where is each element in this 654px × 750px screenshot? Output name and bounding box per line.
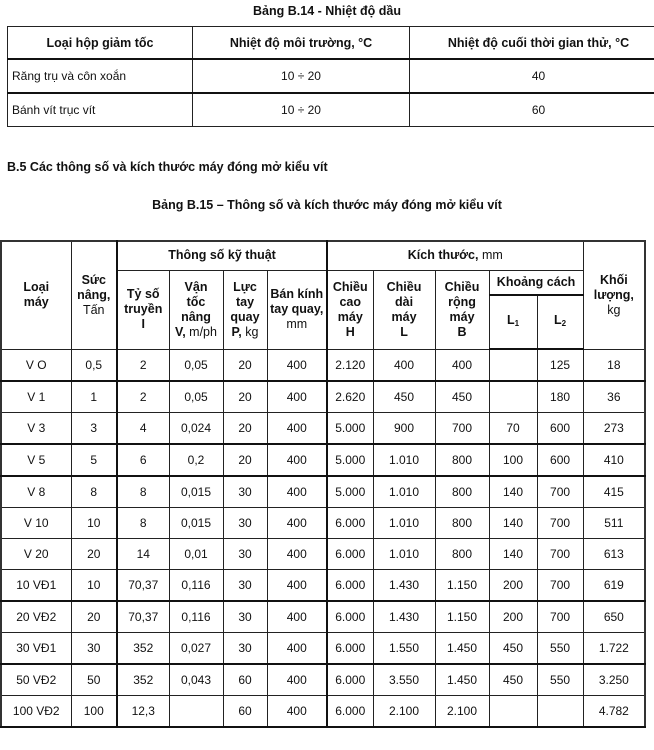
header-group-dimensions: Kích thước, mm: [327, 241, 583, 270]
header-final-temp: Nhiệt độ cuối thời gian thử, °C: [410, 27, 654, 60]
cell-lifting-capacity: 100: [71, 696, 117, 728]
cell-gear-ratio: 4: [117, 413, 169, 445]
section-heading: B.5 Các thông số và kích thước máy đóng mở kiểu vít: [7, 160, 328, 174]
cell-width: 2.100: [435, 696, 489, 728]
cell-crank-radius: 400: [267, 444, 327, 476]
cell-crank-radius: 400: [267, 476, 327, 508]
header-group-technical: Thông số kỹ thuật: [117, 241, 327, 270]
cell-width: 800: [435, 539, 489, 570]
cell-l2: 600: [537, 413, 583, 445]
cell-l1: 200: [489, 570, 537, 602]
cell-final-temp: 60: [410, 93, 654, 127]
header-ambient-temp: Nhiệt độ môi trường, °C: [193, 27, 410, 60]
table-row: [1, 476, 645, 508]
cell-l2: 550: [537, 633, 583, 665]
table-row: [1, 508, 645, 539]
cell-crank-force: 30: [223, 633, 267, 665]
cell-crank-radius: 400: [267, 539, 327, 570]
cell-l2: 180: [537, 381, 583, 413]
cell-gear-ratio: 352: [117, 633, 169, 665]
cell-lifting-speed: [169, 696, 223, 728]
cell-gearbox-type: Bánh vít trục vít: [8, 93, 193, 127]
cell-weight: 4.782: [583, 696, 645, 728]
cell-crank-force: 60: [223, 664, 267, 696]
cell-lifting-speed: 0,05: [169, 381, 223, 413]
cell-l2: 700: [537, 539, 583, 570]
table-b15-title: Bảng B.15 – Thông số và kích thước máy đóng mở kiểu vít: [152, 198, 502, 212]
cell-width: 800: [435, 476, 489, 508]
cell-crank-radius: 400: [267, 696, 327, 728]
cell-weight: 650: [583, 601, 645, 633]
table-b15-header-row-1: [1, 241, 645, 270]
cell-lifting-capacity: 20: [71, 539, 117, 570]
header-machine-type: Loại máy: [1, 241, 71, 349]
cell-length: 1.010: [373, 476, 435, 508]
table-row: [1, 570, 645, 602]
cell-l1: 140: [489, 476, 537, 508]
cell-crank-force: 20: [223, 444, 267, 476]
cell-crank-force: 30: [223, 508, 267, 539]
cell-l1: 100: [489, 444, 537, 476]
cell-gear-ratio: 352: [117, 664, 169, 696]
table-row: [1, 444, 645, 476]
cell-lifting-speed: 0,015: [169, 508, 223, 539]
cell-machine-type: 50 VĐ2: [1, 664, 71, 696]
cell-crank-force: 20: [223, 413, 267, 445]
header-l1: $L_1$: [489, 295, 537, 349]
cell-height: 6.000: [327, 539, 373, 570]
cell-gear-ratio: 2: [117, 381, 169, 413]
cell-length: 1.010: [373, 539, 435, 570]
cell-lifting-capacity: 8: [71, 476, 117, 508]
cell-height: 5.000: [327, 413, 373, 445]
cell-l2: 700: [537, 601, 583, 633]
cell-l1: 140: [489, 508, 537, 539]
cell-crank-force: 20: [223, 349, 267, 381]
cell-machine-type: 100 VĐ2: [1, 696, 71, 728]
cell-machine-type: 20 VĐ2: [1, 601, 71, 633]
cell-l1: 200: [489, 601, 537, 633]
cell-length: 3.550: [373, 664, 435, 696]
cell-crank-radius: 400: [267, 664, 327, 696]
cell-weight: 410: [583, 444, 645, 476]
cell-height: 6.000: [327, 664, 373, 696]
cell-machine-type: V 20: [1, 539, 71, 570]
cell-crank-radius: 400: [267, 601, 327, 633]
cell-lifting-speed: 0,027: [169, 633, 223, 665]
cell-l2: 600: [537, 444, 583, 476]
cell-l2: 550: [537, 664, 583, 696]
header-gearbox-type: Loại hộp giảm tốc: [8, 27, 193, 60]
cell-lifting-capacity: 10: [71, 508, 117, 539]
cell-gear-ratio: 70,37: [117, 570, 169, 602]
cell-machine-type: 10 VĐ1: [1, 570, 71, 602]
cell-crank-force: 30: [223, 476, 267, 508]
header-distance: Khoảng cách: [489, 270, 583, 295]
cell-crank-force: 30: [223, 601, 267, 633]
cell-height: 6.000: [327, 570, 373, 602]
cell-crank-radius: 400: [267, 570, 327, 602]
cell-lifting-speed: 0,015: [169, 476, 223, 508]
cell-width: 400: [435, 349, 489, 381]
cell-crank-radius: 400: [267, 633, 327, 665]
cell-length: 450: [373, 381, 435, 413]
header-length: Chiều dài máy L: [373, 270, 435, 349]
cell-l2: 700: [537, 570, 583, 602]
cell-length: 1.430: [373, 570, 435, 602]
cell-lifting-capacity: 50: [71, 664, 117, 696]
cell-lifting-capacity: 5: [71, 444, 117, 476]
header-width: Chiều rộng máy B: [435, 270, 489, 349]
cell-weight: 511: [583, 508, 645, 539]
cell-height: 5.000: [327, 476, 373, 508]
cell-machine-type: 30 VĐ1: [1, 633, 71, 665]
cell-weight: 3.250: [583, 664, 645, 696]
header-crank-radius: Bán kính tay quay, mm: [267, 270, 327, 349]
cell-lifting-capacity: 3: [71, 413, 117, 445]
table-row: [1, 664, 645, 696]
table-b14: [7, 26, 654, 127]
cell-weight: 613: [583, 539, 645, 570]
cell-l1: 450: [489, 633, 537, 665]
header-l2: $L_2$: [537, 295, 583, 349]
table-row: [1, 601, 645, 633]
cell-lifting-speed: 0,116: [169, 570, 223, 602]
cell-ambient-temp: 10 ÷ 20: [193, 59, 410, 93]
cell-ambient-temp: 10 ÷ 20: [193, 93, 410, 127]
header-lifting-capacity: Sức nâng, Tấn: [71, 241, 117, 349]
cell-width: 1.150: [435, 601, 489, 633]
cell-lifting-capacity: 10: [71, 570, 117, 602]
cell-height: 6.000: [327, 601, 373, 633]
table-row: [1, 696, 645, 728]
cell-l2: 700: [537, 508, 583, 539]
cell-l2: [537, 696, 583, 728]
header-height: Chiều cao máy H: [327, 270, 373, 349]
cell-crank-radius: 400: [267, 381, 327, 413]
cell-l2: 700: [537, 476, 583, 508]
cell-lifting-capacity: 30: [71, 633, 117, 665]
cell-gear-ratio: 70,37: [117, 601, 169, 633]
cell-lifting-speed: 0,024: [169, 413, 223, 445]
cell-machine-type: V 1: [1, 381, 71, 413]
cell-machine-type: V 8: [1, 476, 71, 508]
cell-gear-ratio: 6: [117, 444, 169, 476]
cell-l1: [489, 381, 537, 413]
table-b14-header-row: [8, 27, 654, 60]
cell-gear-ratio: 14: [117, 539, 169, 570]
cell-l1: 140: [489, 539, 537, 570]
table-row: [8, 93, 654, 127]
cell-width: 800: [435, 444, 489, 476]
cell-height: 6.000: [327, 508, 373, 539]
cell-machine-type: V 10: [1, 508, 71, 539]
header-gear-ratio: Tỷ số truyền I: [117, 270, 169, 349]
cell-lifting-speed: 0,01: [169, 539, 223, 570]
cell-gearbox-type: Răng trụ và côn xoắn: [8, 59, 193, 93]
cell-height: 6.000: [327, 633, 373, 665]
cell-lifting-capacity: 1: [71, 381, 117, 413]
table-row: [1, 539, 645, 570]
cell-crank-force: 60: [223, 696, 267, 728]
cell-l1: 450: [489, 664, 537, 696]
cell-l1: [489, 349, 537, 381]
table-row: [1, 633, 645, 665]
cell-gear-ratio: 8: [117, 508, 169, 539]
cell-length: 400: [373, 349, 435, 381]
cell-machine-type: V 3: [1, 413, 71, 445]
cell-width: 450: [435, 381, 489, 413]
cell-height: 2.120: [327, 349, 373, 381]
cell-weight: 1.722: [583, 633, 645, 665]
cell-machine-type: V O: [1, 349, 71, 381]
cell-crank-radius: 400: [267, 508, 327, 539]
cell-weight: 18: [583, 349, 645, 381]
cell-machine-type: V 5: [1, 444, 71, 476]
cell-l2: 125: [537, 349, 583, 381]
cell-lifting-capacity: 0,5: [71, 349, 117, 381]
cell-crank-radius: 400: [267, 413, 327, 445]
cell-length: 1.010: [373, 508, 435, 539]
cell-height: 2.620: [327, 381, 373, 413]
cell-gear-ratio: 12,3: [117, 696, 169, 728]
cell-lifting-capacity: 20: [71, 601, 117, 633]
cell-weight: 36: [583, 381, 645, 413]
cell-width: 1.450: [435, 633, 489, 665]
cell-length: 2.100: [373, 696, 435, 728]
cell-length: 1.550: [373, 633, 435, 665]
cell-gear-ratio: 8: [117, 476, 169, 508]
cell-lifting-speed: 0,05: [169, 349, 223, 381]
table-row: [8, 59, 654, 93]
cell-crank-force: 30: [223, 539, 267, 570]
cell-width: 1.150: [435, 570, 489, 602]
cell-final-temp: 40: [410, 59, 654, 93]
cell-weight: 415: [583, 476, 645, 508]
cell-length: 900: [373, 413, 435, 445]
cell-width: 700: [435, 413, 489, 445]
table-row: [1, 413, 645, 445]
cell-width: 1.450: [435, 664, 489, 696]
cell-gear-ratio: 2: [117, 349, 169, 381]
cell-crank-radius: 400: [267, 349, 327, 381]
table-b15: [0, 240, 646, 728]
table-row: [1, 349, 645, 381]
cell-lifting-speed: 0,2: [169, 444, 223, 476]
cell-height: 5.000: [327, 444, 373, 476]
header-lifting-speed: Vận tốc nâng V, m/ph: [169, 270, 223, 349]
header-weight: Khối lượng, kg: [583, 241, 645, 349]
table-row: [1, 381, 645, 413]
cell-l1: 70: [489, 413, 537, 445]
cell-l1: [489, 696, 537, 728]
cell-lifting-speed: 0,116: [169, 601, 223, 633]
cell-length: 1.010: [373, 444, 435, 476]
cell-length: 1.430: [373, 601, 435, 633]
cell-weight: 273: [583, 413, 645, 445]
cell-height: 6.000: [327, 696, 373, 728]
header-crank-force: Lực tay quay P, kg: [223, 270, 267, 349]
cell-lifting-speed: 0,043: [169, 664, 223, 696]
cell-width: 800: [435, 508, 489, 539]
cell-crank-force: 20: [223, 381, 267, 413]
cell-weight: 619: [583, 570, 645, 602]
cell-crank-force: 30: [223, 570, 267, 602]
table-b14-title: Bảng B.14 - Nhiệt độ dầu: [253, 4, 401, 18]
